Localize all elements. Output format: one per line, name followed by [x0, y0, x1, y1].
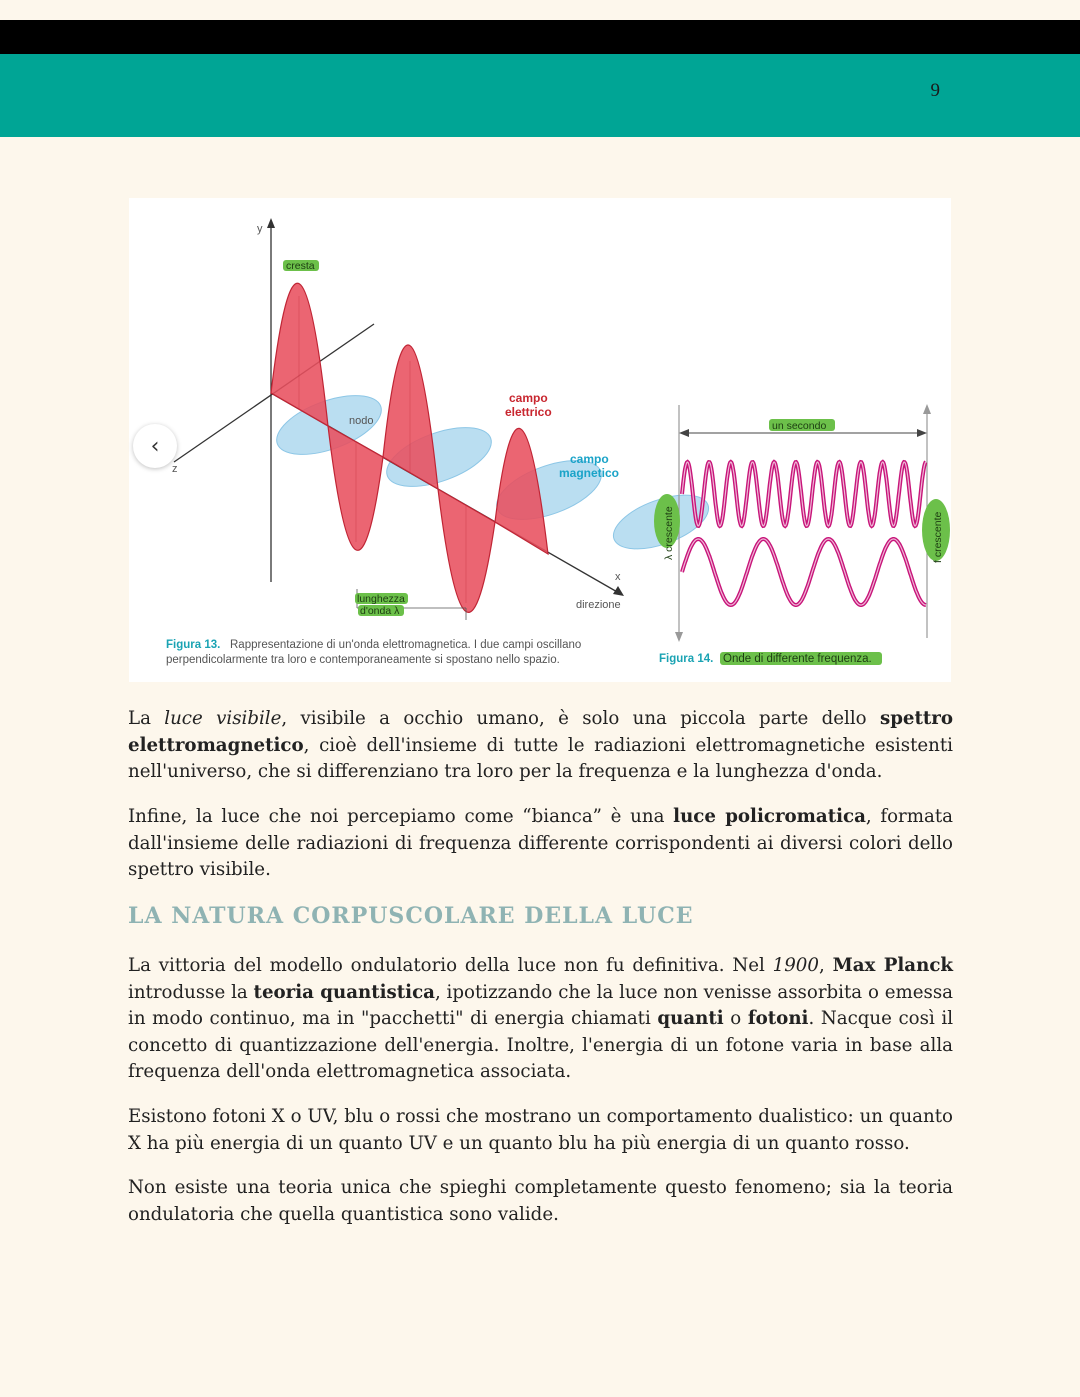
figure-14 — [654, 404, 950, 665]
paragraph-planck: La vittoria del modello ondulatorio della luce non fu definitiva. Nel 1900, Max Planck introdusse la teoria quantistica, ipotizzando che la luce non venisse assorbita o emessa in modo continuo, ma in "pacchetti" di energia chiamati quanti o fotoni. Nacque così il concetto di quantizzazione dell'energia. Inoltre, l'energia di un fotone varia in base alla frequenza dell'onda elettromagnetica associata. — [128, 955, 954, 1083]
page-number: 9 — [930, 80, 940, 101]
chevron-left-icon: ‹ — [150, 433, 160, 459]
nodo-label: nodo — [349, 415, 374, 427]
figure-14-caption-text: Onde di differente frequenza. — [723, 653, 872, 665]
lunghezza-label-2: d'onda λ — [360, 605, 400, 617]
header-bar — [0, 54, 1080, 137]
previous-page-button[interactable] — [133, 424, 177, 468]
axis-x-label: x — [615, 571, 621, 583]
figure-13-caption-number: Figura 13. — [166, 639, 221, 651]
axis-z-label: z — [172, 463, 178, 475]
section-heading: LA NATURA CORPUSCOLARE DELLA LUCE — [128, 903, 694, 929]
lunghezza-label-1: lunghezza — [357, 593, 405, 605]
paragraph-white-light: Infine, la luce che noi percepiamo come “bianca” è una luce policromatica, formata dall'insieme delle radiazioni di frequenza differente corrispondenti ai diversi colori dello spettro visibile. — [128, 806, 953, 881]
figure-illustration — [129, 198, 951, 682]
figure-13-caption-line-1: Rappresentazione di un'onda elettromagnetica. I due campi oscillano — [230, 639, 582, 651]
axis-y-label: y — [257, 223, 263, 235]
un-secondo-label: un secondo — [772, 420, 827, 432]
f-crescente-label: f crescente — [932, 511, 944, 563]
paragraph-theories: Non esiste una teoria unica che spieghi completamente questo fenomeno; sia la teoria ondulatoria che quella quantistica sono valide. — [128, 1177, 953, 1225]
figure-13-caption-line-2: perpendicolarmente tra loro e contemporaneamente si spostano nello spazio. — [166, 654, 560, 666]
figure-13 — [166, 218, 716, 666]
paragraph-photons: Esistono fotoni X o UV, blu o rossi che mostrano un comportamento dualistico: un quanto X ha più energia di un quanto UV e un quanto blu ha più energia di un quanto rosso. — [128, 1106, 953, 1154]
cresta-label: cresta — [286, 260, 315, 272]
paragraph-visible-light: La luce visibile, visibile a occhio umano, è solo una piccola parte dello spettro elettromagnetico, cioè dell'insieme di tutte le radiazioni elettromagnetiche esistenti nell'universo, che si differenziano tra loro per la frequenza e la lunghezza d'onda. — [128, 708, 954, 783]
direzione-label: direzione — [576, 599, 621, 611]
campo-elettrico-label-1: campo — [509, 391, 548, 405]
lambda-crescente-label: λ crescente — [663, 506, 675, 560]
figure-14-caption-number: Figura 14. — [659, 653, 714, 665]
campo-elettrico-label-2: elettrico — [505, 405, 552, 419]
top-black-bar — [0, 20, 1080, 54]
campo-magnetico-label-1: campo — [570, 452, 609, 466]
figure-panel — [129, 198, 951, 682]
campo-magnetico-label-2: magnetico — [559, 466, 620, 480]
